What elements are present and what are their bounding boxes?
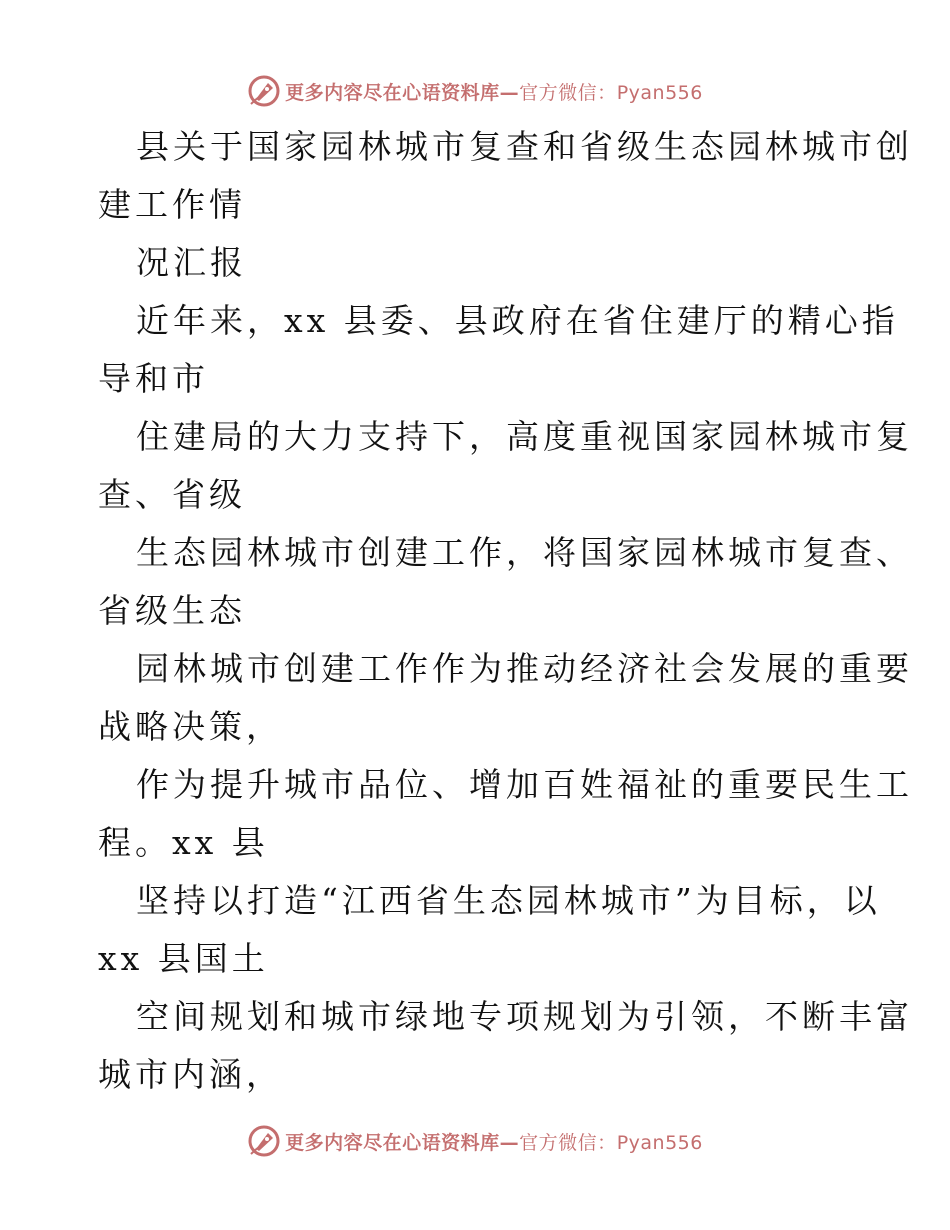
watermark-wechat-id: Pyan556 xyxy=(616,81,703,104)
pen-nib-logo-icon xyxy=(247,1124,281,1158)
watermark-text xyxy=(285,1128,703,1155)
body-line: 程。xx 县 xyxy=(98,823,269,862)
body-line: 导和市 xyxy=(98,359,209,398)
body-line: 省级生态 xyxy=(98,591,246,630)
watermark-wechat-id: Pyan556 xyxy=(616,1131,703,1154)
watermark-wechat-label: 官方微信： xyxy=(519,1131,617,1154)
body-line: 近年来，xx 县委、县政府在省住建厅的精心指 xyxy=(136,301,899,340)
body-line: 住建局的大力支持下，高度重视国家园林城市复 xyxy=(136,417,913,456)
body-line: xx 县国土 xyxy=(98,939,269,978)
body-line: 坚持以打造“江西省生态园林城市”为目标，以 xyxy=(136,881,881,920)
watermark-dash: — xyxy=(499,81,520,104)
body-line: 县关于国家园林城市复查和省级生态园林城市创 xyxy=(136,127,913,166)
body-line: 园林城市创建工作作为推动经济社会发展的重要 xyxy=(136,649,913,688)
watermark-dash: — xyxy=(499,1131,520,1154)
body-line: 城市内涵， xyxy=(98,1055,283,1094)
watermark-label: 更多内容尽在心语资料库 xyxy=(285,81,500,104)
body-line: 作为提升城市品位、增加百姓福祉的重要民生工 xyxy=(136,765,913,804)
body-line: 查、省级 xyxy=(98,475,246,514)
body-line: 建工作情 xyxy=(98,185,246,224)
footer-watermark xyxy=(0,1121,950,1161)
body-line: 战略决策， xyxy=(98,707,283,746)
body-line: 生态园林城市创建工作，将国家园林城市复查、 xyxy=(136,533,913,572)
body-line: 况汇报 xyxy=(136,243,247,282)
watermark-wechat-label: 官方微信： xyxy=(519,81,617,104)
watermark-label: 更多内容尽在心语资料库 xyxy=(285,1131,500,1154)
body-line: 空间规划和城市绿地专项规划为引领，不断丰富 xyxy=(136,997,913,1036)
